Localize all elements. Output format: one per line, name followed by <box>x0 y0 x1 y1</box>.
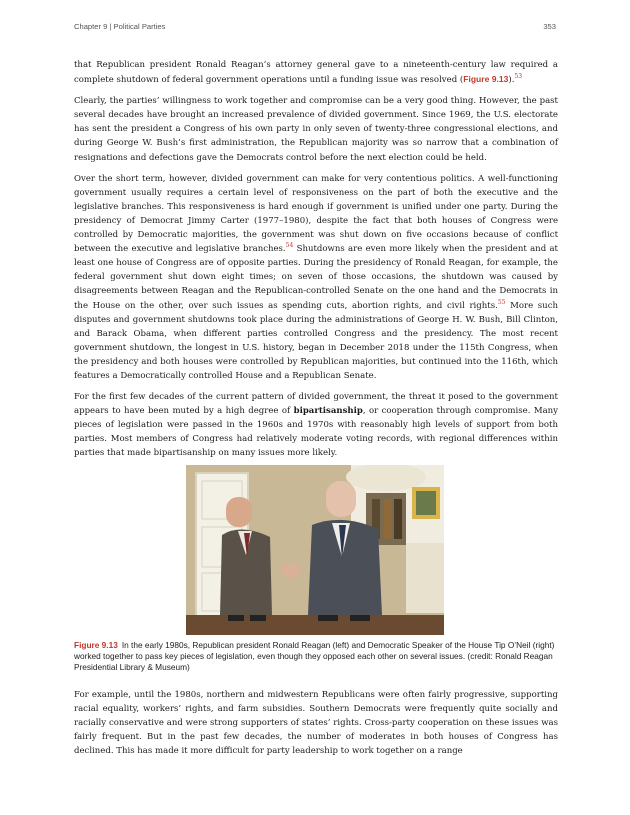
photo-illustration <box>186 465 444 635</box>
figure-label: Figure 9.13 <box>74 640 118 650</box>
paragraph-5: For example, until the 1980s, northern and midwestern Republicans were often fairly progressive, supporting racial equality, workers’ rights, and farm subsidies. Southern Democrats were frequently quite socially and racially conservative and were strong supporters of states’ rights. Cross-party cooperation on these issues was fairly frequent. But in the past few decades, the number of moderates in both houses of Congress has declined. This has made it more difficult for party leadership to work together on a range <box>74 690 558 757</box>
paragraph-3: Over the short term, however, divided government can make for very contentious politics. A well-functioning government usually requires a certain level of responsiveness on the part of both the executive and the legislative branches. This responsiveness is hard enough if government is unified under one party. During the presidency of Democrat Jimmy Carter (1977–1980), despite the fact that both houses of Congress were controlled by Democratic majorities, the government was shut down on five occasions because of conflict between the executive and legislative branches.$^{54}$ Shutdowns are even more likely when the president and at least one house of Congress are of opposite parties. During the presidency of Ronald Reagan, for example, the federal government shut down eight times; on seven of those occasions, the shutdown was caused by disagreements between Reagan and the Republican-controlled Senate on the one hand and the Democrats in the House on the other, over such issues as spending cuts, abortion rights, and civil rights.$^{55}$ More such disputes and government shutdowns took place during the administrations of George H. W. Bush, Bill Clinton, and Barack Obama, when different parties controlled Congress and the presidency. The most recent government shutdown, the longest in U.S. history, began in December 2018 under the 115th Congress, when the presidency and both houses were controlled by Republican majorities, but continued into the 116th, which features a Democratically controlled House and a Republican Senate. <box>74 173 558 381</box>
footnote-54[interactable]: 54 <box>285 242 294 250</box>
page-number: 353 <box>543 22 556 31</box>
footnote-53[interactable]: 53 <box>514 73 523 81</box>
paragraph-4: For the first few decades of the current pattern of divided government, the threat it posed to the government appears to have been muted by a high degree of bipartisanship, or cooperation through compromise. Many pieces of legislation were passed in the 1960s and 1970s with reasonably high levels of support from both parties. Most members of Congress had relatively moderate voting records, with regional differences within parties that made bipartisanship on many issues more likely. <box>74 392 558 459</box>
paragraph-1: that Republican president Ronald Reagan’s attorney general gave to a nineteenth-century law required a complete shutdown of federal government operations until a funding issue was resolved (Figure 9.13).$^{53}$ <box>74 60 558 86</box>
body-text-top <box>74 58 558 468</box>
footnote-55[interactable]: 55 <box>497 298 506 306</box>
key-term-bipartisanship: bipartisanship <box>293 406 363 417</box>
reagan-oneill-photo <box>186 465 444 635</box>
body-text-bottom <box>74 688 558 765</box>
paragraph-2: Clearly, the parties’ willingness to work together and compromise can be a very good thing. However, the past several decades have brought an increased prevalence of divided government. Since 1969, the U.S. electorate has sent the president a Congress of his own party in only seven of twenty-three congressional elections, and during George W. Bush’s first administration, the Republican majority was so narrow that a combination of resignations and defections gave the Democrats control before the next election could be held. <box>74 96 558 163</box>
figure-caption: Figure 9.13 In the early 1980s, Republican president Ronald Reagan (left) and Democratic Speaker of the House Tip O’Neil (right) worked together to pass key pieces of legislation, even though they opposed each other on several issues. (credit: Ronald Reagan Presidential Library & Museum) <box>74 640 555 673</box>
figure-reference-link[interactable]: Figure 9.13 <box>463 74 509 85</box>
chapter-header: Chapter 9 | Political Parties <box>74 22 166 31</box>
